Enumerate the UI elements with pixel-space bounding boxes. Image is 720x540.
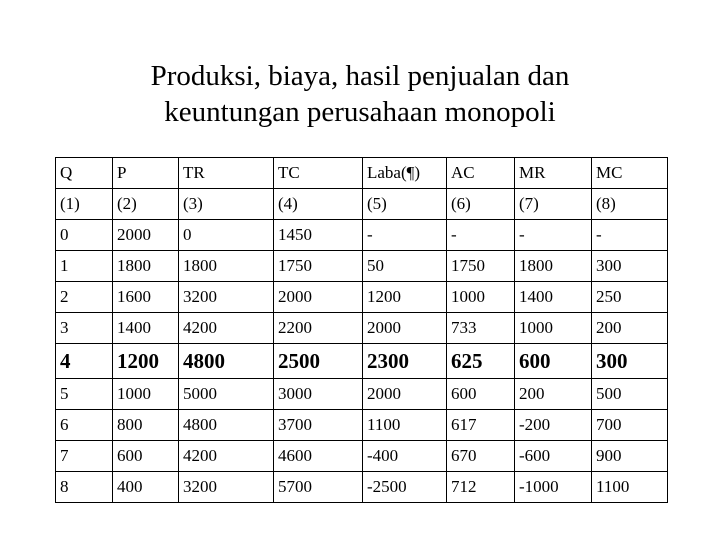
- table-cell: 3: [56, 313, 113, 344]
- table-cell: 1600: [113, 282, 179, 313]
- table-cell: 4200: [179, 441, 274, 472]
- column-number-cell: (2): [113, 189, 179, 220]
- table-cell: 5700: [274, 472, 363, 503]
- column-number-cell: (3): [179, 189, 274, 220]
- table-cell: 617: [447, 410, 515, 441]
- table-cell: -: [592, 220, 668, 251]
- table-cell: 1750: [447, 251, 515, 282]
- table-row: [56, 410, 668, 441]
- table-cell: 4200: [179, 313, 274, 344]
- column-number-cell: (1): [56, 189, 113, 220]
- table-cell: 1200: [113, 344, 179, 379]
- header-cell: P: [113, 158, 179, 189]
- table-cell: 5000: [179, 379, 274, 410]
- table-cell: 2000: [113, 220, 179, 251]
- table-cell: 900: [592, 441, 668, 472]
- table-cell: 1000: [515, 313, 592, 344]
- table-cell: -200: [515, 410, 592, 441]
- table-cell: 1800: [515, 251, 592, 282]
- title-line-2: keuntungan perusahaan monopoli: [164, 96, 556, 128]
- column-number-cell: (4): [274, 189, 363, 220]
- table-cell: 700: [592, 410, 668, 441]
- table-cell: 3200: [179, 282, 274, 313]
- header-cell: Laba(¶): [363, 158, 447, 189]
- table-cell: 8: [56, 472, 113, 503]
- table-cell: 1400: [515, 282, 592, 313]
- table-cell: 1000: [113, 379, 179, 410]
- table-cell: 0: [179, 220, 274, 251]
- header-cell: TC: [274, 158, 363, 189]
- table-cell: 3700: [274, 410, 363, 441]
- table-cell: 4600: [274, 441, 363, 472]
- table-cell: -: [447, 220, 515, 251]
- table-cell: 600: [515, 344, 592, 379]
- table-cell: 50: [363, 251, 447, 282]
- header-cell: TR: [179, 158, 274, 189]
- table-cell: 4800: [179, 344, 274, 379]
- table-cell: 600: [447, 379, 515, 410]
- table-cell: 1200: [363, 282, 447, 313]
- table-row: [56, 282, 668, 313]
- table-cell: 4800: [179, 410, 274, 441]
- table-cell: 1400: [113, 313, 179, 344]
- table-cell: 2200: [274, 313, 363, 344]
- table-row: [56, 251, 668, 282]
- table-cell: 400: [113, 472, 179, 503]
- table-cell: 1: [56, 251, 113, 282]
- table-row: [56, 344, 668, 379]
- header-row: [56, 158, 668, 189]
- table-cell: 2000: [274, 282, 363, 313]
- header-cell: Q: [56, 158, 113, 189]
- table-cell: 4: [56, 344, 113, 379]
- table-cell: 300: [592, 251, 668, 282]
- table-cell: 200: [592, 313, 668, 344]
- monopoly-table: [55, 157, 668, 503]
- table-body: [56, 158, 668, 503]
- table-cell: 500: [592, 379, 668, 410]
- table-cell: 2000: [363, 379, 447, 410]
- column-number-cell: (6): [447, 189, 515, 220]
- table-cell: -600: [515, 441, 592, 472]
- table-cell: -400: [363, 441, 447, 472]
- table-cell: 3000: [274, 379, 363, 410]
- column-number-row: [56, 189, 668, 220]
- table-cell: 1750: [274, 251, 363, 282]
- table-cell: 2300: [363, 344, 447, 379]
- table-cell: 250: [592, 282, 668, 313]
- table-cell: 2: [56, 282, 113, 313]
- table-row: [56, 441, 668, 472]
- table-cell: 2000: [363, 313, 447, 344]
- table-cell: 800: [113, 410, 179, 441]
- table-cell: 0: [56, 220, 113, 251]
- header-cell: MR: [515, 158, 592, 189]
- table-cell: 2500: [274, 344, 363, 379]
- table-cell: 733: [447, 313, 515, 344]
- table-cell: 300: [592, 344, 668, 379]
- table-row: [56, 379, 668, 410]
- table-cell: 1000: [447, 282, 515, 313]
- table-row: [56, 313, 668, 344]
- table-cell: -: [363, 220, 447, 251]
- table-cell: 5: [56, 379, 113, 410]
- table-cell: -2500: [363, 472, 447, 503]
- table-row: [56, 472, 668, 503]
- column-number-cell: (5): [363, 189, 447, 220]
- table-cell: 7: [56, 441, 113, 472]
- table-row: [56, 220, 668, 251]
- table-cell: 1800: [113, 251, 179, 282]
- table-cell: 712: [447, 472, 515, 503]
- header-cell: AC: [447, 158, 515, 189]
- title-line-1: Produksi, biaya, hasil penjualan dan: [150, 60, 570, 92]
- table-cell: 625: [447, 344, 515, 379]
- table-cell: 3200: [179, 472, 274, 503]
- table-cell: -: [515, 220, 592, 251]
- table-cell: 670: [447, 441, 515, 472]
- column-number-cell: (8): [592, 189, 668, 220]
- table-cell: 1450: [274, 220, 363, 251]
- header-cell: MC: [592, 158, 668, 189]
- table-cell: -1000: [515, 472, 592, 503]
- table-cell: 1800: [179, 251, 274, 282]
- slide-title: [0, 58, 720, 130]
- table-cell: 1100: [592, 472, 668, 503]
- table-cell: 1100: [363, 410, 447, 441]
- table-cell: 600: [113, 441, 179, 472]
- table-cell: 6: [56, 410, 113, 441]
- table-cell: 200: [515, 379, 592, 410]
- column-number-cell: (7): [515, 189, 592, 220]
